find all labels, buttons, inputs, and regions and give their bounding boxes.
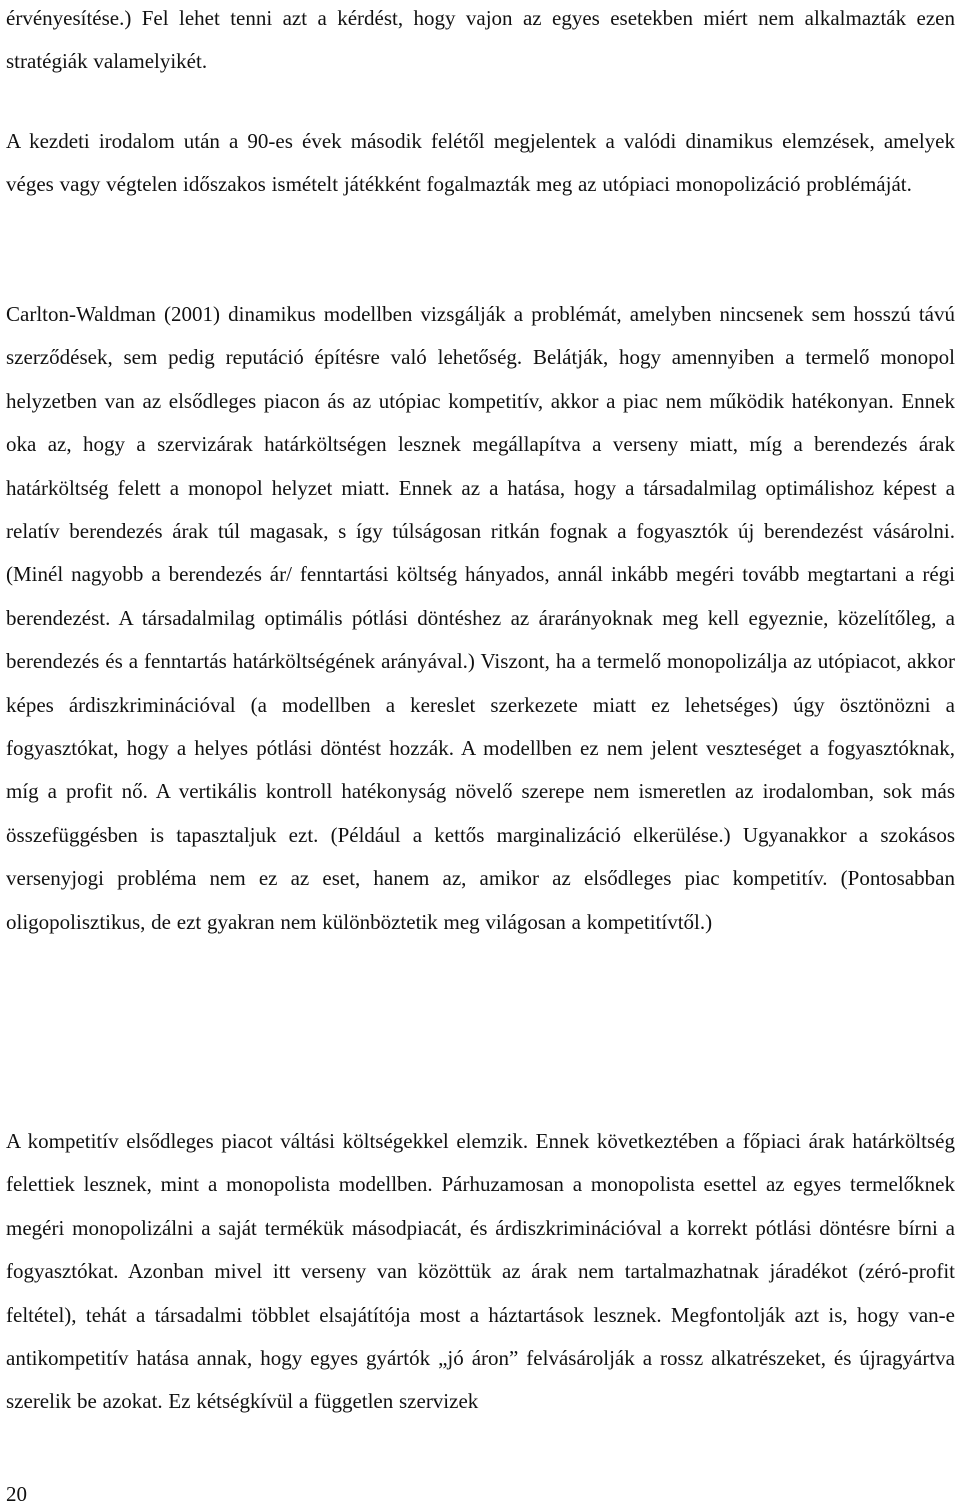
paragraph-2: A kezdeti irodalom után a 90-es évek második felétől megjelentek a valódi dinamikus elemzések, amelyek véges vagy végtelen időszakos ismételt játékként fogalmazták meg az utópiaci monopolizáció problémáját. <box>6 129 955 197</box>
page-number: 20 <box>6 1482 27 1506</box>
paragraph-1: érvényesítése.) Fel lehet tenni azt a kérdést, hogy vajon az egyes esetekben miért nem alkalmazták ezen stratégiák valamelyikét. <box>6 6 955 74</box>
paragraph-4: A kompetitív elsődleges piacot váltási költségekkel elemzik. Ennek következtében a főpiaci árak határköltség felettiek lesznek, mint a monopolista modellben. Párhuzamosan a monopolista esettel az egyes termelőknek megéri monopolizálni a saját termékük másodpiacát, és árdiszkriminációval a korrekt pótlási döntésre bírni a fogyasztókat. Azonban mivel itt verseny van közöttük az árak nem tartalmazhatnak járadékot (zéró-profit feltétel), tehát a társadalmi többlet elsajátítója most a háztartások lesznek. Megfontolják azt is, hogy van-e antikompetitív hatása annak, hogy egyes gyártók „jó áron” felvásárolják a rossz alkatrészeket, és újragyártva szerelik be azokat. Ez kétségkívül a független szervizek <box>6 1129 955 1414</box>
paragraph-3: Carlton-Waldman (2001) dinamikus modellben vizsgálják a problémát, amelyben nincsenek sem hosszú távú szerződések, sem pedig reputáció építésre való lehetőség. Belátják, hogy amennyiben a termelő monopol helyzetben van az elsődleges piacon ás az utópiac kompetitív, akkor a piac nem működik hatékonyan. Ennek oka az, hogy a szervizárak határköltségen lesznek megállapítva a verseny miatt, míg a berendezés árak határköltség felett a monopol helyzet miatt. Ennek az a hatása, hogy a társadalmilag optimálishoz képest a relatív berendezés árak túl magasak, s így túlságosan ritkán fognak a fogyasztók új berendezést vásárolni. (Minél nagyobb a berendezés ár/ fenntartási költség hányados, annál inkább megéri tovább megtartani a régi berendezést. A társadalmilag optimális pótlási döntéshez az árarányoknak meg kell egyeznie, közelítőleg, a berendezés és a fenntartás határköltségének arányával.) Viszont, ha a termelő monopolizálja az utópiacot, akkor képes árdiszkriminációval (a modellben a kereslet szerkezete miatt ez lehetséges) úgy ösztönözni a fogyasztókat, hogy a helyes pótlási döntést hozzák. A modellben ez nem jelent veszteséget a fogyasztóknak, míg a profit nő. A vertikális kontroll hatékonyság növelő szerepe nem ismeretlen az irodalomban, sok más összefüggésben is tapasztaljuk ezt. (Például a kettős marginalizáció elkerülése.) Ugyanakkor a szokásos versenyjogi probléma nem ez az eset, hanem az, amikor az elsődleges piac kompetitív. (Pontosabban oligopolisztikus, de ezt gyakran nem különböztetik meg világosan a kompetitívtől.) <box>6 302 955 934</box>
